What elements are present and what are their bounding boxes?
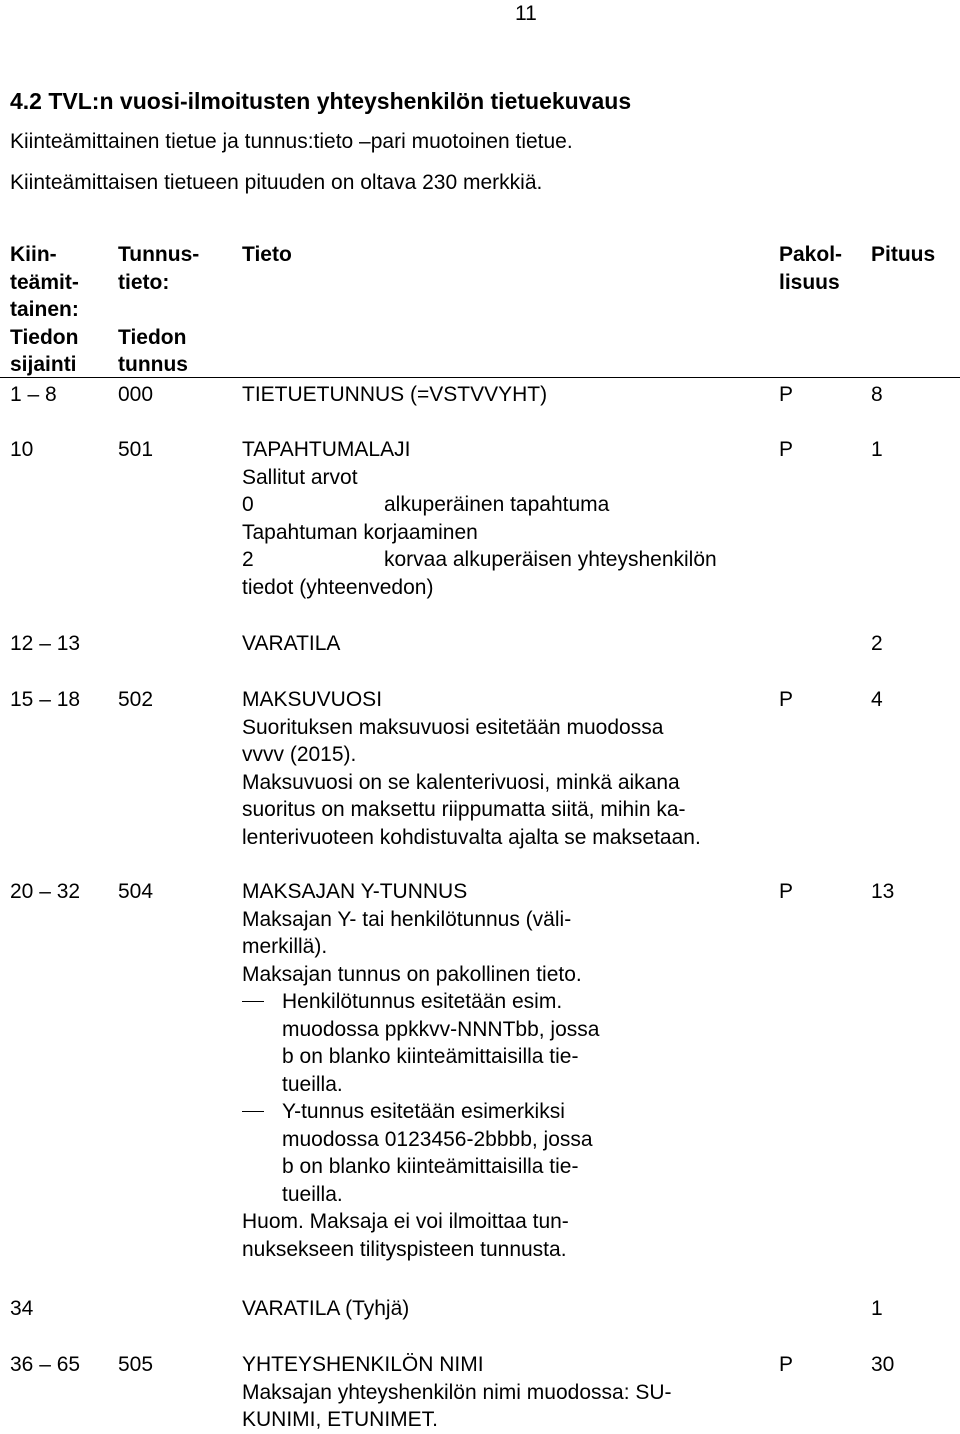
- bullet-line: Henkilötunnus esitetään esim.: [282, 990, 563, 1013]
- row-description: [242, 878, 772, 1263]
- row-code: 505: [118, 1353, 154, 1376]
- header-position-line: Tiedon: [10, 325, 79, 349]
- note-line: nuksekseen tilityspisteen tunnusta.: [242, 1237, 567, 1261]
- header-code-line: tunnus: [118, 353, 188, 376]
- description-line: Maksajan Y- tai henkilötunnus (väli-: [242, 907, 572, 931]
- header-position-line: Kiin-: [10, 243, 57, 266]
- description-line: suoritus on maksettu riippumatta siitä, mihin ka-: [242, 798, 686, 821]
- header-position-line: sijainti: [10, 353, 77, 376]
- row-description: [242, 1351, 772, 1434]
- bullet-item: [242, 988, 772, 1098]
- row-position: 1 – 8: [10, 383, 57, 406]
- note-line: Huom. Maksaja ei voi ilmoittaa tun-: [242, 1210, 569, 1233]
- value-text-continued: tiedot (yhteenvedon): [242, 575, 434, 599]
- row-length: 4: [871, 688, 883, 711]
- allowed-value-row: [242, 491, 772, 519]
- row-length: 1: [871, 1297, 883, 1320]
- header-code-line: Tiedon: [118, 325, 187, 349]
- row-mandatory: P: [779, 1353, 794, 1376]
- row-title: MAKSUVUOSI: [242, 688, 383, 711]
- description-line: Maksajan tunnus on pakollinen tieto.: [242, 962, 582, 986]
- row-title: VARATILA: [242, 632, 341, 655]
- allowed-value-row: [242, 546, 772, 574]
- row-position: 20 – 32: [10, 880, 81, 903]
- section-heading: 4.2 TVL:n vuosi-ilmoitusten yhteyshenkilön tietuekuvaus: [10, 88, 632, 114]
- dash-bullet-icon: [242, 1111, 264, 1112]
- header-code-line: tieto:: [118, 270, 170, 294]
- header-position-line: tainen:: [10, 298, 79, 321]
- header-code: [118, 241, 228, 379]
- bullet-line: b on blanko kiinteämittaisilla tie-: [282, 1155, 579, 1178]
- header-length: Pituus: [871, 243, 936, 266]
- description-line: merkillä).: [242, 935, 328, 958]
- row-title: MAKSAJAN Y-TUNNUS: [242, 880, 468, 903]
- row-position: 12 – 13: [10, 632, 81, 655]
- description-line: lenterivuoteen kohdistuvalta ajalta se maksetaan.: [242, 825, 701, 849]
- value-code: 0: [242, 493, 254, 516]
- bullet-line: muodossa ppkkvv-NNNTbb, jossa: [282, 1017, 600, 1041]
- description-line: Maksajan yhteyshenkilön nimi muodossa: SU-: [242, 1380, 672, 1404]
- bullet-line: b on blanko kiinteämittaisilla tie-: [282, 1045, 579, 1068]
- row-length: 8: [871, 383, 883, 406]
- row-description: [242, 686, 772, 851]
- value-text: korvaa alkuperäisen yhteyshenkilön: [384, 548, 717, 571]
- header-mandatory-line: lisuus: [779, 270, 840, 294]
- header-field: Tieto: [242, 243, 292, 266]
- row-position: 15 – 18: [10, 688, 81, 711]
- value-text: alkuperäinen tapahtuma: [384, 493, 610, 516]
- row-length: 30: [871, 1353, 895, 1376]
- row-mandatory: P: [779, 688, 794, 711]
- value-code: 2: [242, 548, 254, 571]
- description-line: Suorituksen maksuvuosi esitetään muodossa: [242, 715, 664, 739]
- header-position: [10, 241, 115, 379]
- header-code-line: Tunnus-: [118, 243, 200, 266]
- bullet-line: tueilla.: [282, 1182, 343, 1206]
- row-mandatory: P: [779, 383, 794, 406]
- header-code-line: [118, 296, 228, 324]
- correction-label: Tapahtuman korjaaminen: [242, 520, 478, 544]
- row-code: 501: [118, 438, 154, 461]
- intro-line-2: Kiinteämittaisen tietueen pituuden on oltava 230 merkkiä.: [10, 171, 543, 194]
- row-title: VARATILA (Tyhjä): [242, 1297, 410, 1320]
- description-line: Maksuvuosi on se kalenterivuosi, minkä aikana: [242, 770, 680, 794]
- description-line: KUNIMI, ETUNIMET.: [242, 1408, 439, 1431]
- allowed-values-label: Sallitut arvot: [242, 465, 358, 489]
- row-mandatory: P: [779, 880, 794, 903]
- row-length: 2: [871, 632, 883, 655]
- row-code: 504: [118, 880, 154, 903]
- header-position-line: teämit-: [10, 270, 79, 294]
- bullet-item: [242, 1098, 772, 1208]
- row-description: [242, 436, 772, 601]
- description-line: vvvv (2015).: [242, 743, 357, 766]
- intro-line-1: Kiinteämittainen tietue ja tunnus:tieto –pari muotoinen tietue.: [10, 130, 573, 153]
- bullet-line: tueilla.: [282, 1072, 343, 1096]
- bullet-line: Y-tunnus esitetään esimerkiksi: [282, 1100, 565, 1123]
- row-position: 36 – 65: [10, 1353, 81, 1376]
- row-title: TAPAHTUMALAJI: [242, 438, 411, 461]
- row-mandatory: P: [779, 438, 794, 461]
- row-title: YHTEYSHENKILÖN NIMI: [242, 1353, 484, 1376]
- row-title: TIETUETUNNUS (=VSTVVYHT): [242, 383, 548, 406]
- row-position: 10: [10, 438, 34, 461]
- header-mandatory-line: Pakol-: [779, 243, 843, 266]
- row-length: 13: [871, 880, 895, 903]
- dash-bullet-icon: [242, 1001, 264, 1002]
- header-mandatory: [779, 241, 842, 296]
- page-number: 11: [515, 2, 537, 25]
- row-position: 34: [10, 1297, 34, 1320]
- header-rule: [0, 377, 960, 378]
- row-code: 000: [118, 383, 154, 406]
- bullet-line: muodossa 0123456-2bbbb, jossa: [282, 1127, 593, 1151]
- row-length: 1: [871, 438, 883, 461]
- row-code: 502: [118, 688, 154, 711]
